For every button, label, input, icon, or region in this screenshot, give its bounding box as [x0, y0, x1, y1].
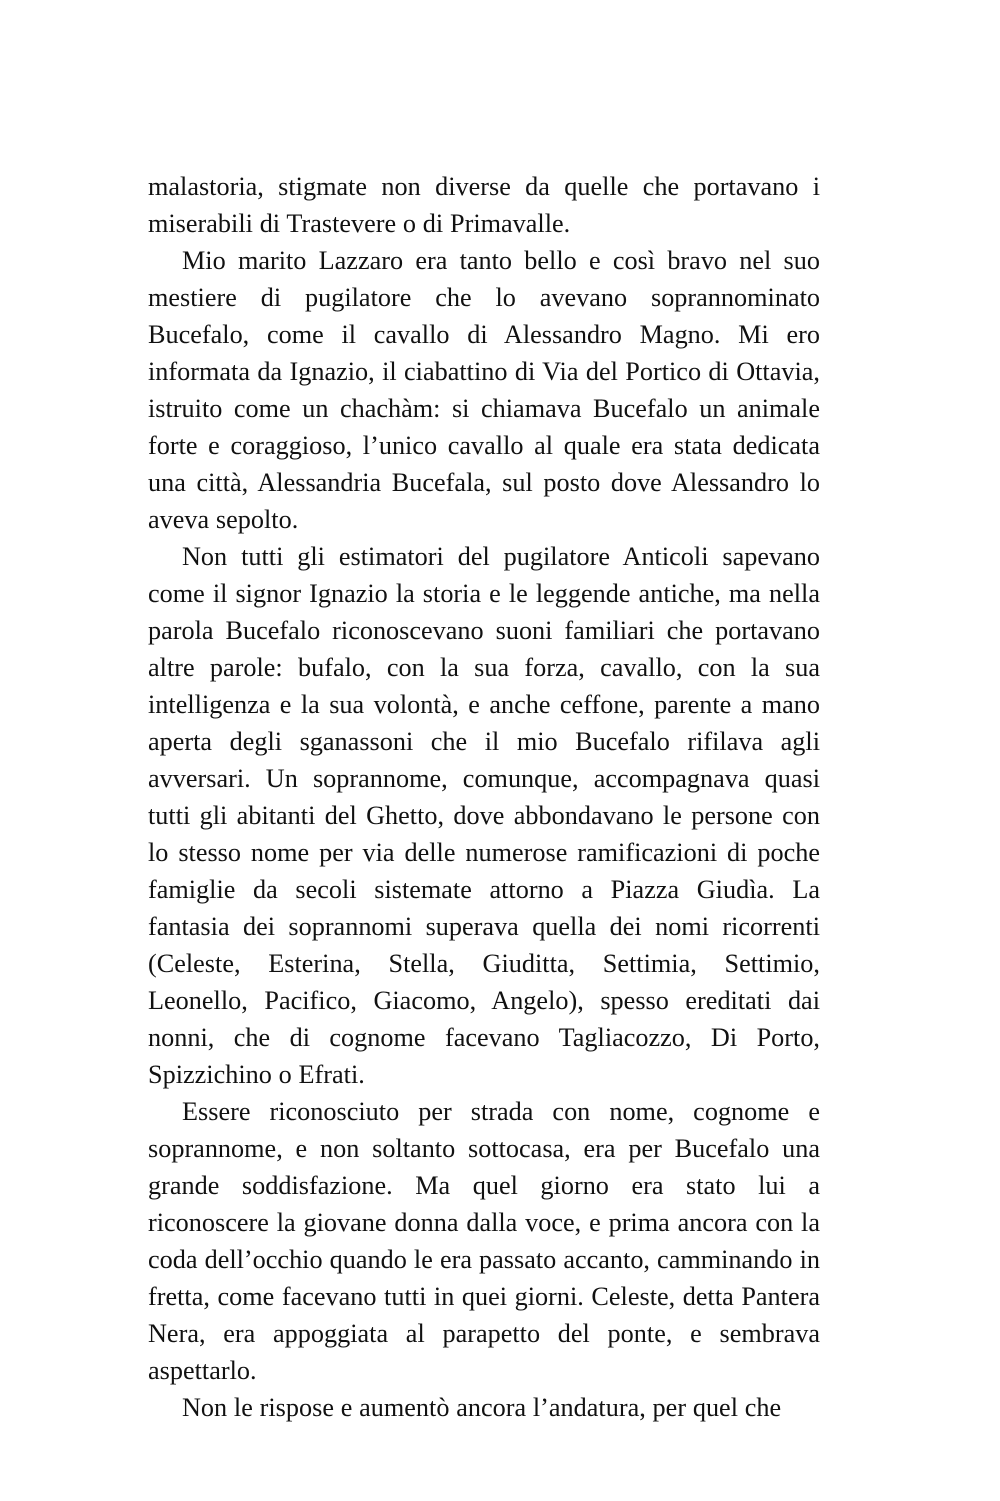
- paragraph: malastoria, stigmate non diverse da quelle che portavano i miserabili di Trastevere o di Primavalle.: [148, 172, 820, 238]
- paragraph: Essere riconosciuto per strada con nome, cognome e soprannome, e non soltanto sottocasa, era per Bucefalo una grande soddisfazione. Ma quel giorno era stato lui a riconoscere la giovane donna dalla voce, e prima ancora con la coda dell’occhio quando le era passato accanto, camminando in fretta, come facevano tutti in quei giorni. Celeste, detta Pantera Nera, era appoggiata al parapetto del ponte, e sembrava aspettarlo.: [148, 1097, 820, 1385]
- paragraph: Non tutti gli estimatori del pugilatore Anticoli sapevano come il signor Ignazio la storia e le leggende antiche, ma nella parola Bucefalo riconoscevano suoni familiari che portavano altre parole: bufalo, con la sua forza, cavallo, con la sua intelligenza e la sua volontà, e anche ceffone, parente a mano aperta degli sganassoni che il mio Bucefalo rifilava agli avversari. Un soprannome, comunque, accompagnava quasi tutti gli abitanti del Ghetto, dove abbondavano le persone con lo stesso nome per via delle numerose ramificazioni di poche famiglie da secoli sistemate attorno a Piazza Giudìa. La fantasia dei soprannomi superava quella dei nomi ricorrenti (Celeste, Esterina, Stella, Giuditta, Settimia, Settimio, Leonello, Pacifico, Giacomo, Angelo), spesso ereditati dai nonni, che di cognome facevano Tagliacozzo, Di Porto, Spizzichino o Efrati.: [148, 542, 820, 1089]
- paragraph: Non le rispose e aumentò ancora l’andatura, per quel che: [182, 1393, 782, 1422]
- paragraph: Mio marito Lazzaro era tanto bello e così bravo nel suo mestiere di pugilatore che lo avevano soprannominato Bucefalo, come il cavallo di Alessandro Magno. Mi ero informata da Ignazio, il ciabattino di Via del Portico di Ottavia, istruito come un chachàm: si chiamava Bucefalo un animale forte e coraggioso, l’unico cavallo al quale era stata dedicata una città, Alessandria Bucefala, sul posto dove Alessandro lo aveva sepolto.: [148, 246, 820, 534]
- body-text-column: [148, 168, 820, 1426]
